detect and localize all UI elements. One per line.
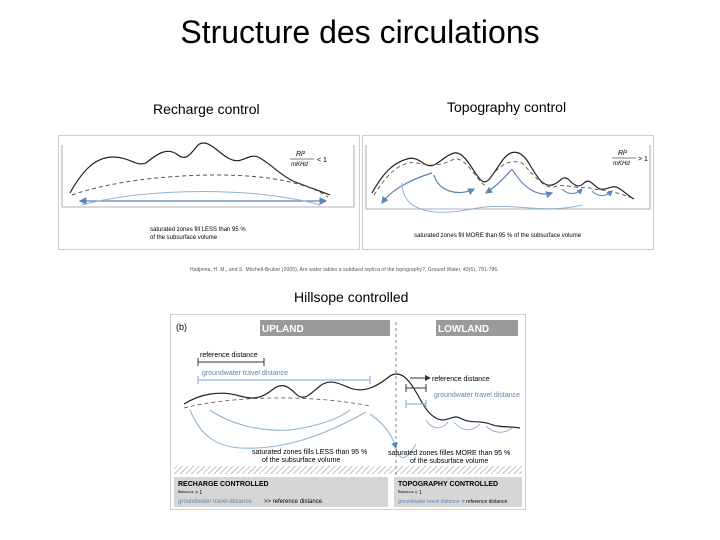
topography-controlled-title: TOPOGRAPHY CONTROLLED xyxy=(398,481,499,488)
topography-control-caption: Topography control xyxy=(447,99,567,115)
topography-controlled-rule-b: ≈ reference distance xyxy=(462,499,508,505)
topography-controlled-rule-a: groundwater travel distance xyxy=(398,499,460,505)
impermeable-base xyxy=(174,466,522,474)
upland-travel-label: groundwater travel distance xyxy=(202,370,288,377)
slide-title: Structure des circulations xyxy=(180,14,540,50)
ratio-denominator: mKHd xyxy=(291,162,308,168)
recharge-controlled-title: RECHARGE CONTROLLED xyxy=(178,481,269,488)
recharge-controlled-rule-a: groundwater travel distance xyxy=(178,499,252,505)
upland-header-label: UPLAND xyxy=(262,324,304,335)
lowland-reference-label: reference distance xyxy=(432,376,490,383)
upland-note-line2: of the subsurface volume xyxy=(262,457,341,464)
lowland-note-line2: of the subsurface volume xyxy=(410,458,489,465)
recharge-controlled-rule-b: >> reference distance xyxy=(264,499,323,505)
lowland-travel-label: groundwater travel distance xyxy=(434,392,520,399)
upland-note-line1: saturated zones fills LESS than 95 % xyxy=(252,449,368,456)
recharge-control-caption: Recharge control xyxy=(153,101,260,117)
hillslope-controlled-caption: Hillsope controlled xyxy=(294,289,409,305)
hillslope-controlled-diagram xyxy=(170,314,526,510)
ratio-numerator: Rl² xyxy=(296,151,305,158)
lowland-header-label: LOWLAND xyxy=(438,324,490,335)
lowland-note-line1: saturated zones filles MORE than 95 % xyxy=(388,450,511,457)
ratio-numerator: Rl² xyxy=(618,150,627,157)
recharge-note-line2: of the subsurface volume xyxy=(150,235,218,241)
panel-label: (b) xyxy=(176,322,187,332)
topography-note: saturated zones fill MORE than 95 % of the subsurface volume xyxy=(414,233,582,239)
recharge-control-diagram xyxy=(58,135,360,250)
recharge-controlled-ratio: ᴿᵉᶠᵉʳᵉⁿᶜᵉ > 1 xyxy=(178,490,203,496)
topography-controlled-ratio: ᴿᵉᶠᵉʳᵉⁿᶜᵉ ≈ 1 xyxy=(398,490,422,496)
ratio-denominator: mKHd xyxy=(613,161,630,167)
citation: Haitjema, H. M., and S. Mitchell-Bruker (2005), Are water tables a subdued replica of the topography?, Ground Water, 43(6), 781-786. xyxy=(190,267,499,273)
recharge-note-line1: saturated zones fill LESS than 95 % xyxy=(150,227,246,233)
ratio-relation: > 1 xyxy=(638,156,648,163)
upland-reference-label: reference distance xyxy=(200,352,258,359)
ratio-relation: < 1 xyxy=(317,157,327,164)
topography-control-diagram xyxy=(362,135,654,250)
